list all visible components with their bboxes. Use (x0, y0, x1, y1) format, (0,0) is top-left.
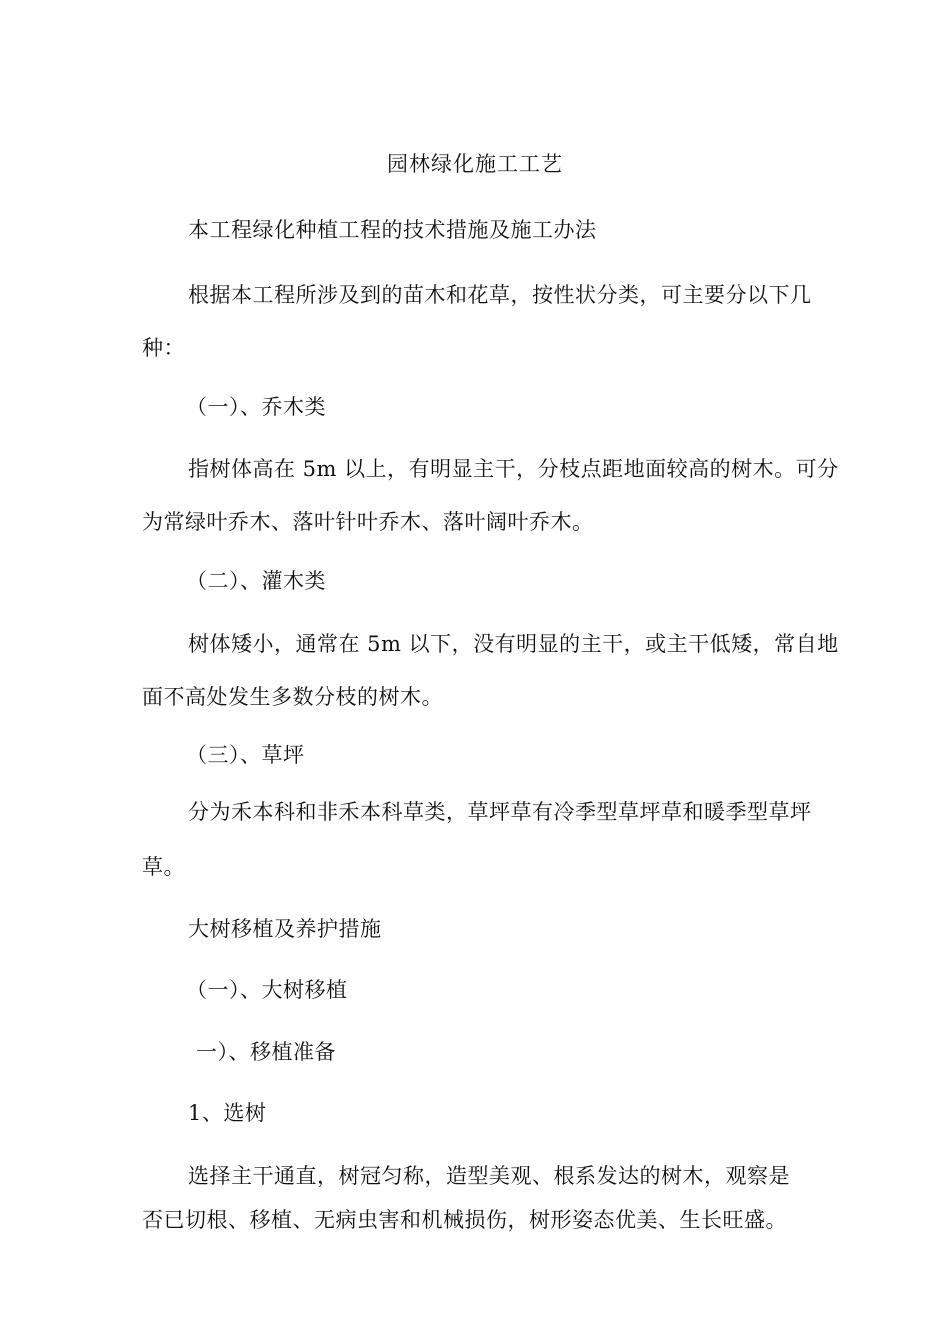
trees-paragraph-line-1: 指树体高在 5m 以上，有明显主干，分枝点距地面较高的树木。可分 (188, 457, 839, 481)
category-heading-shrubs: （二）、灌木类 (186, 569, 326, 593)
item-heading-select-tree: 1、选树 (188, 1101, 267, 1125)
category-heading-trees: （一）、乔木类 (186, 395, 326, 419)
lawn-paragraph-line-2: 草。 (142, 855, 185, 879)
shrubs-paragraph-line-2: 面不高处发生多数分枝的树木。 (142, 685, 443, 709)
heading-tree-transplant: 大树移植及养护措施 (188, 917, 382, 941)
lawn-paragraph-line-1: 分为禾本科和非禾本科草类，草坪草有冷季型草坪草和暖季型草坪 (188, 800, 812, 824)
select-tree-paragraph-line-1: 选择主干通直，树冠匀称，造型美观、根系发达的树木，观察是 (188, 1164, 790, 1188)
trees-paragraph-line-2: 为常绿叶乔木、落叶针叶乔木、落叶阔叶乔木。 (142, 510, 594, 534)
category-heading-lawn: （三）、草坪 (186, 743, 305, 767)
select-tree-paragraph-line-2: 否已切根、移植、无病虫害和机械损伤，树形姿态优美、生长旺盛。 (142, 1208, 787, 1232)
section-heading-tree-transplant: （一）、大树移植 (186, 978, 348, 1002)
document-title: 园林绿化施工工艺 (387, 152, 563, 176)
subsection-heading-preparation: 一）、移植准备 (196, 1040, 336, 1064)
shrubs-paragraph-line-1: 树体矮小，通常在 5m 以下，没有明显的主干，或主干低矮，常自地 (188, 632, 839, 656)
heading-planting-measures: 本工程绿化种植工程的技术措施及施工办法 (188, 218, 597, 242)
intro-paragraph-line-2: 种： (142, 336, 185, 360)
intro-paragraph-line-1: 根据本工程所涉及到的苗木和花草，按性状分类，可主要分以下几 (188, 283, 812, 307)
